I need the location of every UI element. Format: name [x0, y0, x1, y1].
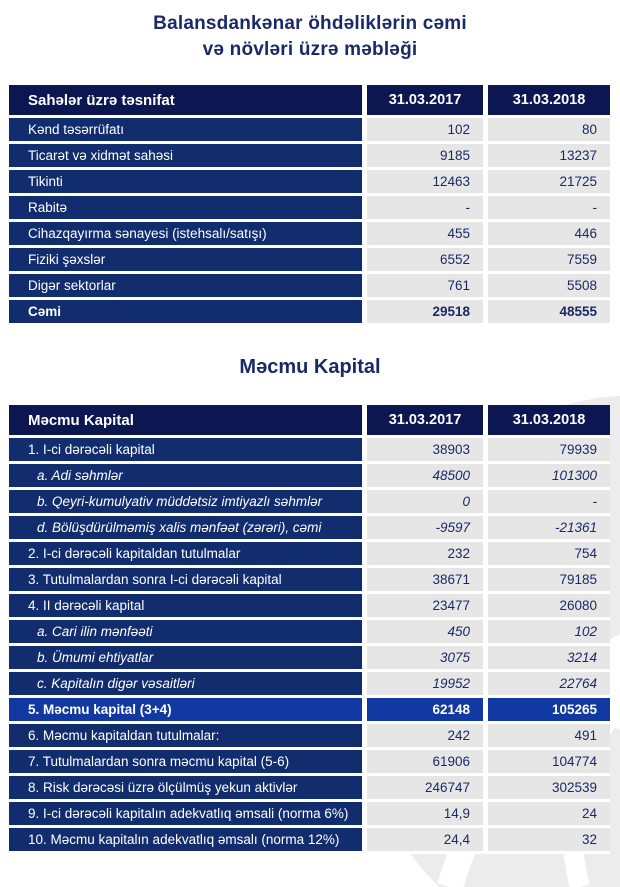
value-2018: 102	[488, 620, 610, 643]
value-2018: 21725	[488, 170, 610, 193]
row-label: b. Qeyri-kumulyativ müddətsiz imtiyazlı səhmlər	[9, 490, 362, 513]
row-label: Cihazqayırma sənayesi (istehsalı/satışı)	[9, 222, 362, 245]
table-row	[9, 118, 610, 141]
value-2018: 22764	[488, 672, 610, 695]
value-2017: 242	[367, 724, 483, 747]
table-row	[9, 802, 610, 825]
row-label: Ticarət və xidmət sahəsi	[9, 144, 362, 167]
table-row	[9, 144, 610, 167]
value-2017: 3075	[367, 646, 483, 669]
row-label: a. Adi səhmlər	[9, 464, 362, 487]
table-row	[9, 776, 610, 799]
table-row	[9, 464, 610, 487]
value-2017: -9597	[367, 516, 483, 539]
table-row	[9, 300, 610, 323]
value-2017: 48500	[367, 464, 483, 487]
value-2018: 7559	[488, 248, 610, 271]
sectors-header-label: Sahələr üzrə təsnifat	[9, 85, 362, 115]
value-2018: 754	[488, 542, 610, 565]
value-2017: 23477	[367, 594, 483, 617]
sectors-header-col-2017: 31.03.2017	[367, 85, 483, 115]
capital-header-col-2018: 31.03.2018	[488, 405, 610, 435]
page-title-line2: və növləri üzrə məbləği	[202, 39, 418, 60]
capital-table-header	[9, 405, 610, 435]
row-label: Kənd təsərrüfatı	[9, 118, 362, 141]
row-label: 4. II dərəcəli kapital	[9, 594, 362, 617]
value-2018: 79185	[488, 568, 610, 591]
capital-table-body	[9, 438, 610, 851]
value-2018: 80	[488, 118, 610, 141]
value-2017: 29518	[367, 300, 483, 323]
value-2018: 48555	[488, 300, 610, 323]
row-label: 5. Məcmu kapital (3+4)	[9, 698, 362, 721]
table-row	[9, 672, 610, 695]
row-label: c. Kapitalın digər vəsaitləri	[9, 672, 362, 695]
table-row	[9, 620, 610, 643]
row-label: b. Ümumi ehtiyatlar	[9, 646, 362, 669]
row-label: Rabitə	[9, 196, 362, 219]
value-2017: 102	[367, 118, 483, 141]
row-label: Cəmi	[9, 300, 362, 323]
value-2018: 26080	[488, 594, 610, 617]
row-label: 2. I-ci dərəcəli kapitaldan tutulmalar	[9, 542, 362, 565]
value-2017: 61906	[367, 750, 483, 773]
row-label: 1. I-ci dərəcəli kapital	[9, 438, 362, 461]
table-row	[9, 222, 610, 245]
value-2017: 19952	[367, 672, 483, 695]
value-2017: 246747	[367, 776, 483, 799]
value-2018: 302539	[488, 776, 610, 799]
value-2018: 105265	[488, 698, 610, 721]
sectors-header-col-2018: 31.03.2018	[488, 85, 610, 115]
row-label: 3. Tutulmalardan sonra I-ci dərəcəli kapital	[9, 568, 362, 591]
page-title-line1: Balansdankənar öhdəliklərin cəmi	[153, 13, 467, 34]
value-2018: 24	[488, 802, 610, 825]
row-label: d. Bölüşdürülməmiş xalis mənfəət (zərəri), cəmi	[9, 516, 362, 539]
value-2017: 761	[367, 274, 483, 297]
value-2017: 0	[367, 490, 483, 513]
row-label: a. Cari ilin mənfəəti	[9, 620, 362, 643]
table-row	[9, 196, 610, 219]
value-2018: 446	[488, 222, 610, 245]
value-2017: 14,9	[367, 802, 483, 825]
value-2017: 24,4	[367, 828, 483, 851]
table-row	[9, 828, 610, 851]
row-label: Tikinti	[9, 170, 362, 193]
capital-header-col-2017: 31.03.2017	[367, 405, 483, 435]
capital-header-label: Məcmu Kapital	[9, 405, 362, 435]
value-2017: 38671	[367, 568, 483, 591]
table-row	[9, 248, 610, 271]
value-2018: 3214	[488, 646, 610, 669]
sectors-table-header	[9, 85, 610, 115]
value-2017: 38903	[367, 438, 483, 461]
sectors-table-body	[9, 118, 610, 323]
value-2017: 12463	[367, 170, 483, 193]
table-row	[9, 490, 610, 513]
table-row	[9, 594, 610, 617]
value-2017: 9185	[367, 144, 483, 167]
table-row	[9, 542, 610, 565]
table-row	[9, 516, 610, 539]
value-2017: 62148	[367, 698, 483, 721]
row-label: 9. I-ci dərəcəli kapitalın adekvatlıq əmsali (norma 6%)	[9, 802, 362, 825]
capital-table	[9, 405, 610, 854]
row-label: 10. Məcmu kapitalın adekvatlıq əmsalı (norma 12%)	[9, 828, 362, 851]
value-2018: -	[488, 490, 610, 513]
value-2018: 101300	[488, 464, 610, 487]
table-row	[9, 170, 610, 193]
table-row	[9, 698, 610, 721]
sectors-table	[9, 85, 610, 326]
table-row	[9, 750, 610, 773]
table-row	[9, 274, 610, 297]
row-label: 8. Risk dərəcəsi üzrə ölçülmüş yekun aktivlər	[9, 776, 362, 799]
value-2017: 232	[367, 542, 483, 565]
section-title-macmu-kapital: Məcmu Kapital	[239, 356, 381, 378]
value-2017: 455	[367, 222, 483, 245]
table-row	[9, 724, 610, 747]
value-2018: -	[488, 196, 610, 219]
value-2018: 5508	[488, 274, 610, 297]
row-label: 6. Məcmu kapitaldan tutulmalar:	[9, 724, 362, 747]
value-2018: 491	[488, 724, 610, 747]
value-2018: 13237	[488, 144, 610, 167]
value-2017: 6552	[367, 248, 483, 271]
value-2017: 450	[367, 620, 483, 643]
value-2018: 79939	[488, 438, 610, 461]
row-label: Fiziki şəxslər	[9, 248, 362, 271]
value-2018: 32	[488, 828, 610, 851]
value-2018: -21361	[488, 516, 610, 539]
value-2017: -	[367, 196, 483, 219]
table-row	[9, 438, 610, 461]
table-row	[9, 646, 610, 669]
page-title	[0, 11, 620, 63]
row-label: Digər sektorlar	[9, 274, 362, 297]
table-row	[9, 568, 610, 591]
row-label: 7. Tutulmalardan sonra məcmu kapital (5-6)	[9, 750, 362, 773]
value-2018: 104774	[488, 750, 610, 773]
